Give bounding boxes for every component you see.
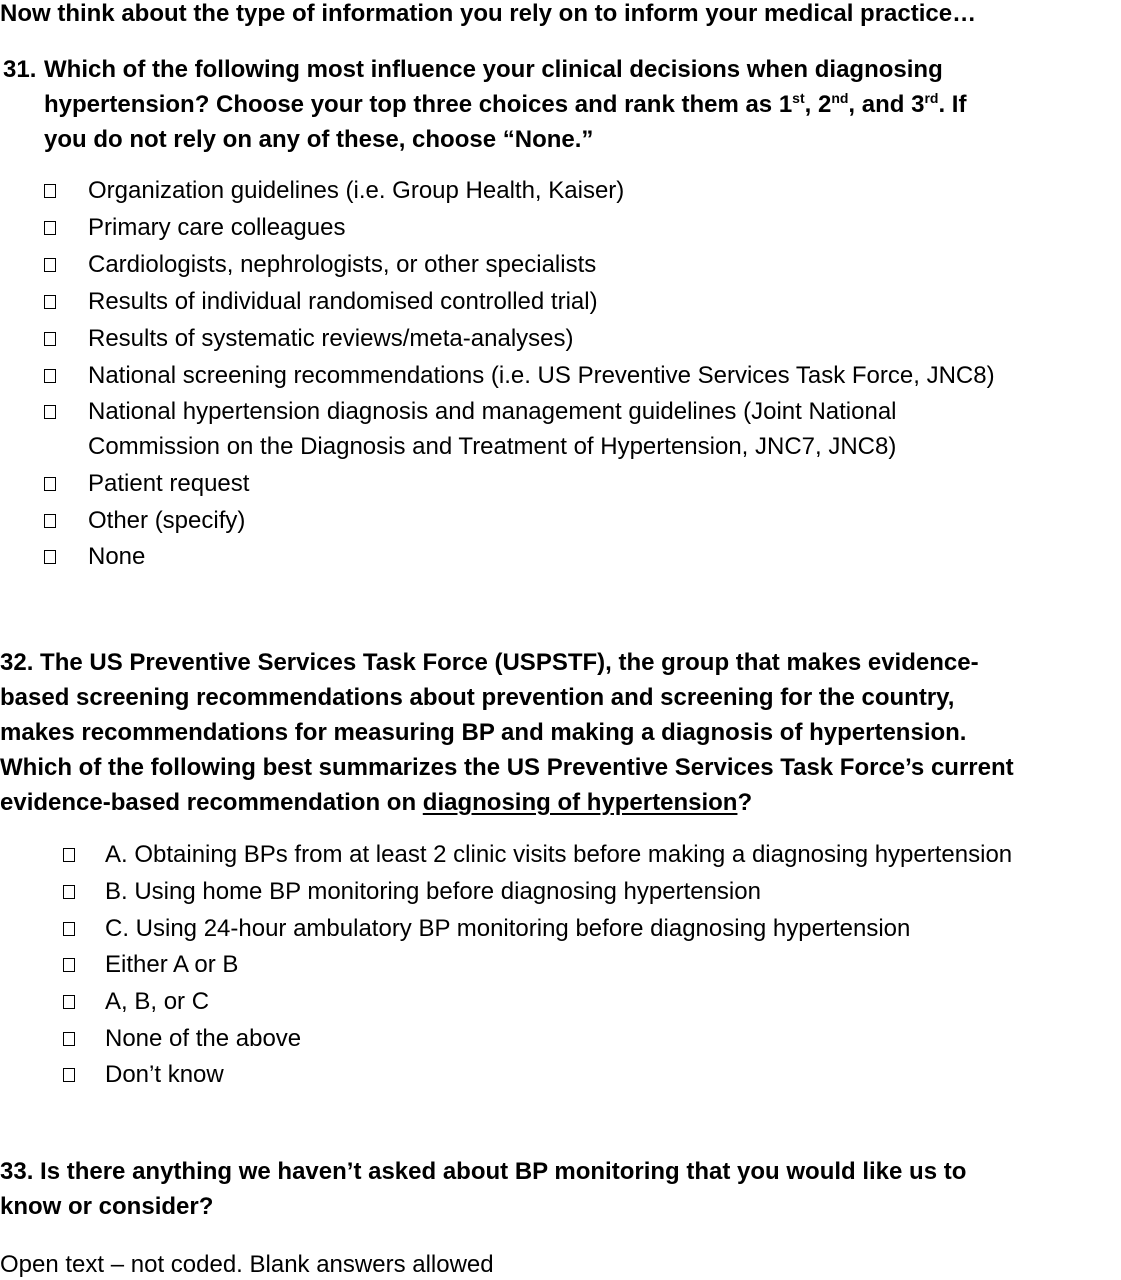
q31-option-label: Other (specify)	[88, 507, 246, 534]
q31-sup-1: st	[792, 90, 805, 106]
checkbox[interactable]	[63, 958, 75, 972]
q31-option-label-continued: Commission on the Diagnosis and Treatment of Hypertension, JNC7, JNC8)	[88, 433, 897, 460]
q31-option-label: Patient request	[88, 470, 250, 497]
q32-underlined-phrase: diagnosing of hypertension	[422, 789, 738, 816]
q31-option-label: Cardiologists, nephrologists, or other specialists	[88, 251, 597, 278]
q32-option-label: Either A or B	[105, 951, 239, 978]
checkbox[interactable]	[44, 221, 56, 235]
q32-text-line-1: 32. The US Preventive Services Task Force (USPSTF), the group that makes evidence-	[0, 649, 979, 676]
checkbox[interactable]	[63, 922, 75, 936]
q33-text-line-2: know or consider?	[0, 1193, 214, 1220]
q31-text-line-2	[44, 91, 966, 119]
q31-text-2a: hypertension? Choose your top three choices and rank them as 1	[44, 91, 793, 118]
q31-option-label: Results of systematic reviews/meta-analyses)	[88, 325, 574, 352]
q31-option-label: None	[88, 543, 146, 570]
q31-text-2b: , 2	[804, 91, 832, 118]
q31-text-2c: , and 3	[848, 91, 925, 118]
section-intro: Now think about the type of information you rely on to inform your medical practice…	[0, 0, 977, 27]
checkbox[interactable]	[63, 995, 75, 1009]
q31-option-label: Organization guidelines (i.e. Group Health, Kaiser)	[88, 177, 625, 204]
checkbox[interactable]	[63, 848, 75, 862]
q31-number: 31.	[3, 56, 37, 83]
q33-answer-note: Open text – not coded. Blank answers allowed	[0, 1251, 494, 1278]
checkbox[interactable]	[44, 514, 56, 528]
q32-text-line-4: Which of the following best summarizes the US Preventive Services Task Force’s current	[0, 754, 1014, 781]
checkbox[interactable]	[44, 332, 56, 346]
checkbox[interactable]	[44, 477, 56, 491]
q32-text-line-5	[0, 789, 752, 817]
q33-text-line-1: 33. Is there anything we haven’t asked about BP monitoring that you would like us to	[0, 1158, 967, 1185]
q31-option-label: Primary care colleagues	[88, 214, 346, 241]
q32-text-line-3: makes recommendations for measuring BP and making a diagnosis of hypertension.	[0, 719, 967, 746]
checkbox[interactable]	[44, 405, 56, 419]
checkbox[interactable]	[44, 184, 56, 198]
q32-option-label: Don’t know	[105, 1061, 224, 1088]
checkbox[interactable]	[63, 1068, 75, 1082]
checkbox[interactable]	[44, 258, 56, 272]
q32-text-5a: evidence-based recommendation on	[0, 789, 423, 816]
q31-sup-3: rd	[924, 90, 939, 106]
q32-option-label: C. Using 24-hour ambulatory BP monitoring before diagnosing hypertension	[105, 915, 911, 942]
q32-text-line-2: based screening recommendations about prevention and screening for the country,	[0, 684, 955, 711]
q31-text-line-3: you do not rely on any of these, choose “None.”	[44, 126, 594, 153]
checkbox[interactable]	[44, 295, 56, 309]
checkbox[interactable]	[63, 885, 75, 899]
q31-option-label: National screening recommendations (i.e. US Preventive Services Task Force, JNC8)	[88, 362, 995, 389]
checkbox[interactable]	[44, 550, 56, 564]
q31-text-2d: . If	[938, 91, 967, 118]
q32-option-label: A, B, or C	[105, 988, 210, 1015]
q31-option-label: National hypertension diagnosis and management guidelines (Joint National	[88, 398, 897, 425]
q31-option-label: Results of individual randomised controlled trial)	[88, 288, 598, 315]
q32-option-label: B. Using home BP monitoring before diagnosing hypertension	[105, 878, 761, 905]
q31-sup-2: nd	[831, 90, 849, 106]
checkbox[interactable]	[44, 369, 56, 383]
q32-option-label: None of the above	[105, 1025, 302, 1052]
q32-option-label: A. Obtaining BPs from at least 2 clinic visits before making a diagnosing hypertension	[105, 841, 1013, 868]
q32-text-5b: ?	[737, 789, 753, 816]
checkbox[interactable]	[63, 1032, 75, 1046]
q31-text-line-1: Which of the following most influence your clinical decisions when diagnosing	[44, 56, 943, 83]
